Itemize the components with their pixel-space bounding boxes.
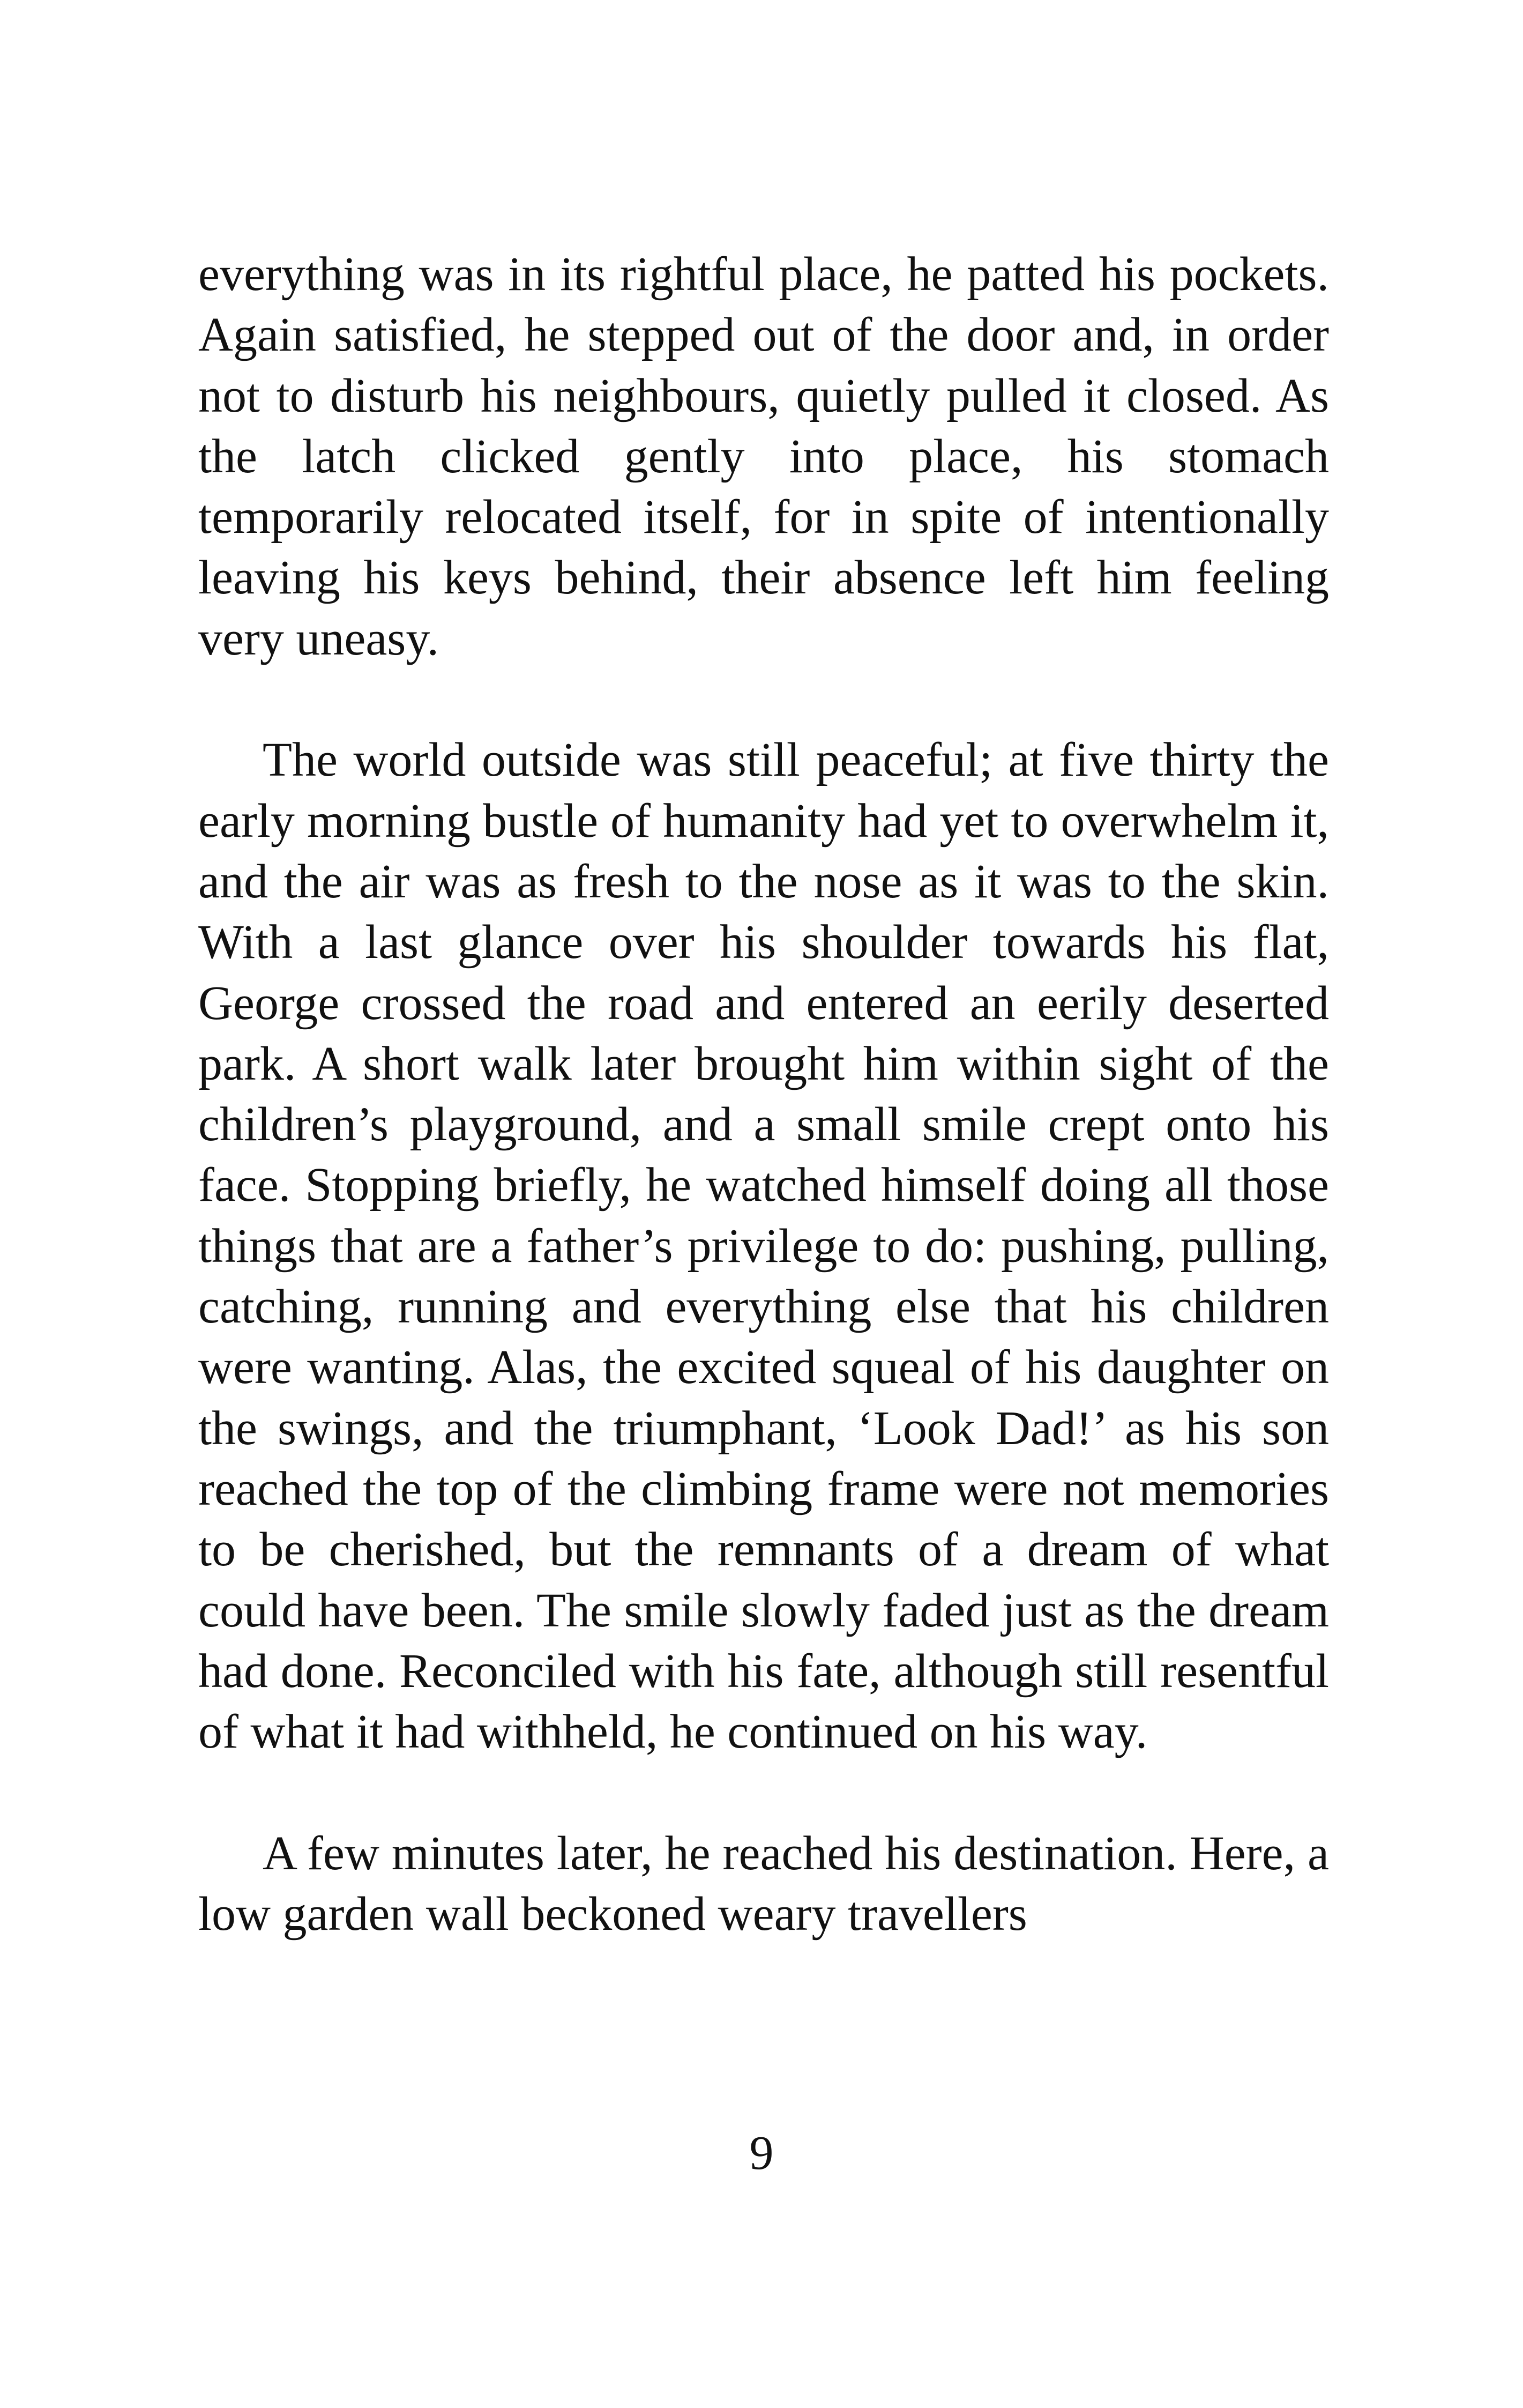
body-text (198, 244, 1329, 1944)
paragraph-2: The world outside was still peaceful; at five thirty the early morning bustle of humanity had yet to overwhelm it, and the air was as fresh to the nose as it was to the skin. With a last glance over his shoulder towards his flat, George crossed the road and entered an eerily deserted park. A short walk later brought him within sight of the children’s playground, and a small smile crept onto his face. Stopping briefly, he watched himself doing all those things that are a father’s privilege to do: pushing, pulling, catching, running and everything else that his children were wanting. Alas, the excited squeal of his daughter on the swings, and the triumphant, ‘Look Dad!’ as his son reached the top of the climbing frame were not memories to be cherished, but the remnants of a dream of what could have been. The smile slowly faded just as the dream had done. Reconciled with his fate, although still resentful of what it had withheld, he continued on his way. (198, 733, 1329, 1759)
paragraph-1: everything was in its rightful place, he patted his pockets. Again satisfied, he stepped out of the door and, in order not to disturb his neighbours, quietly pulled it closed. As the latch clicked gently into place, his stomach temporarily relocated itself, for in spite of intentionally leaving his keys behind, their absence left him feeling very uneasy. (198, 248, 1329, 665)
paragraph-3: A few minutes later, he reached his destination. Here, a low garden wall beckoned weary travellers (198, 1826, 1329, 1941)
page-number: 9 (749, 2127, 774, 2180)
